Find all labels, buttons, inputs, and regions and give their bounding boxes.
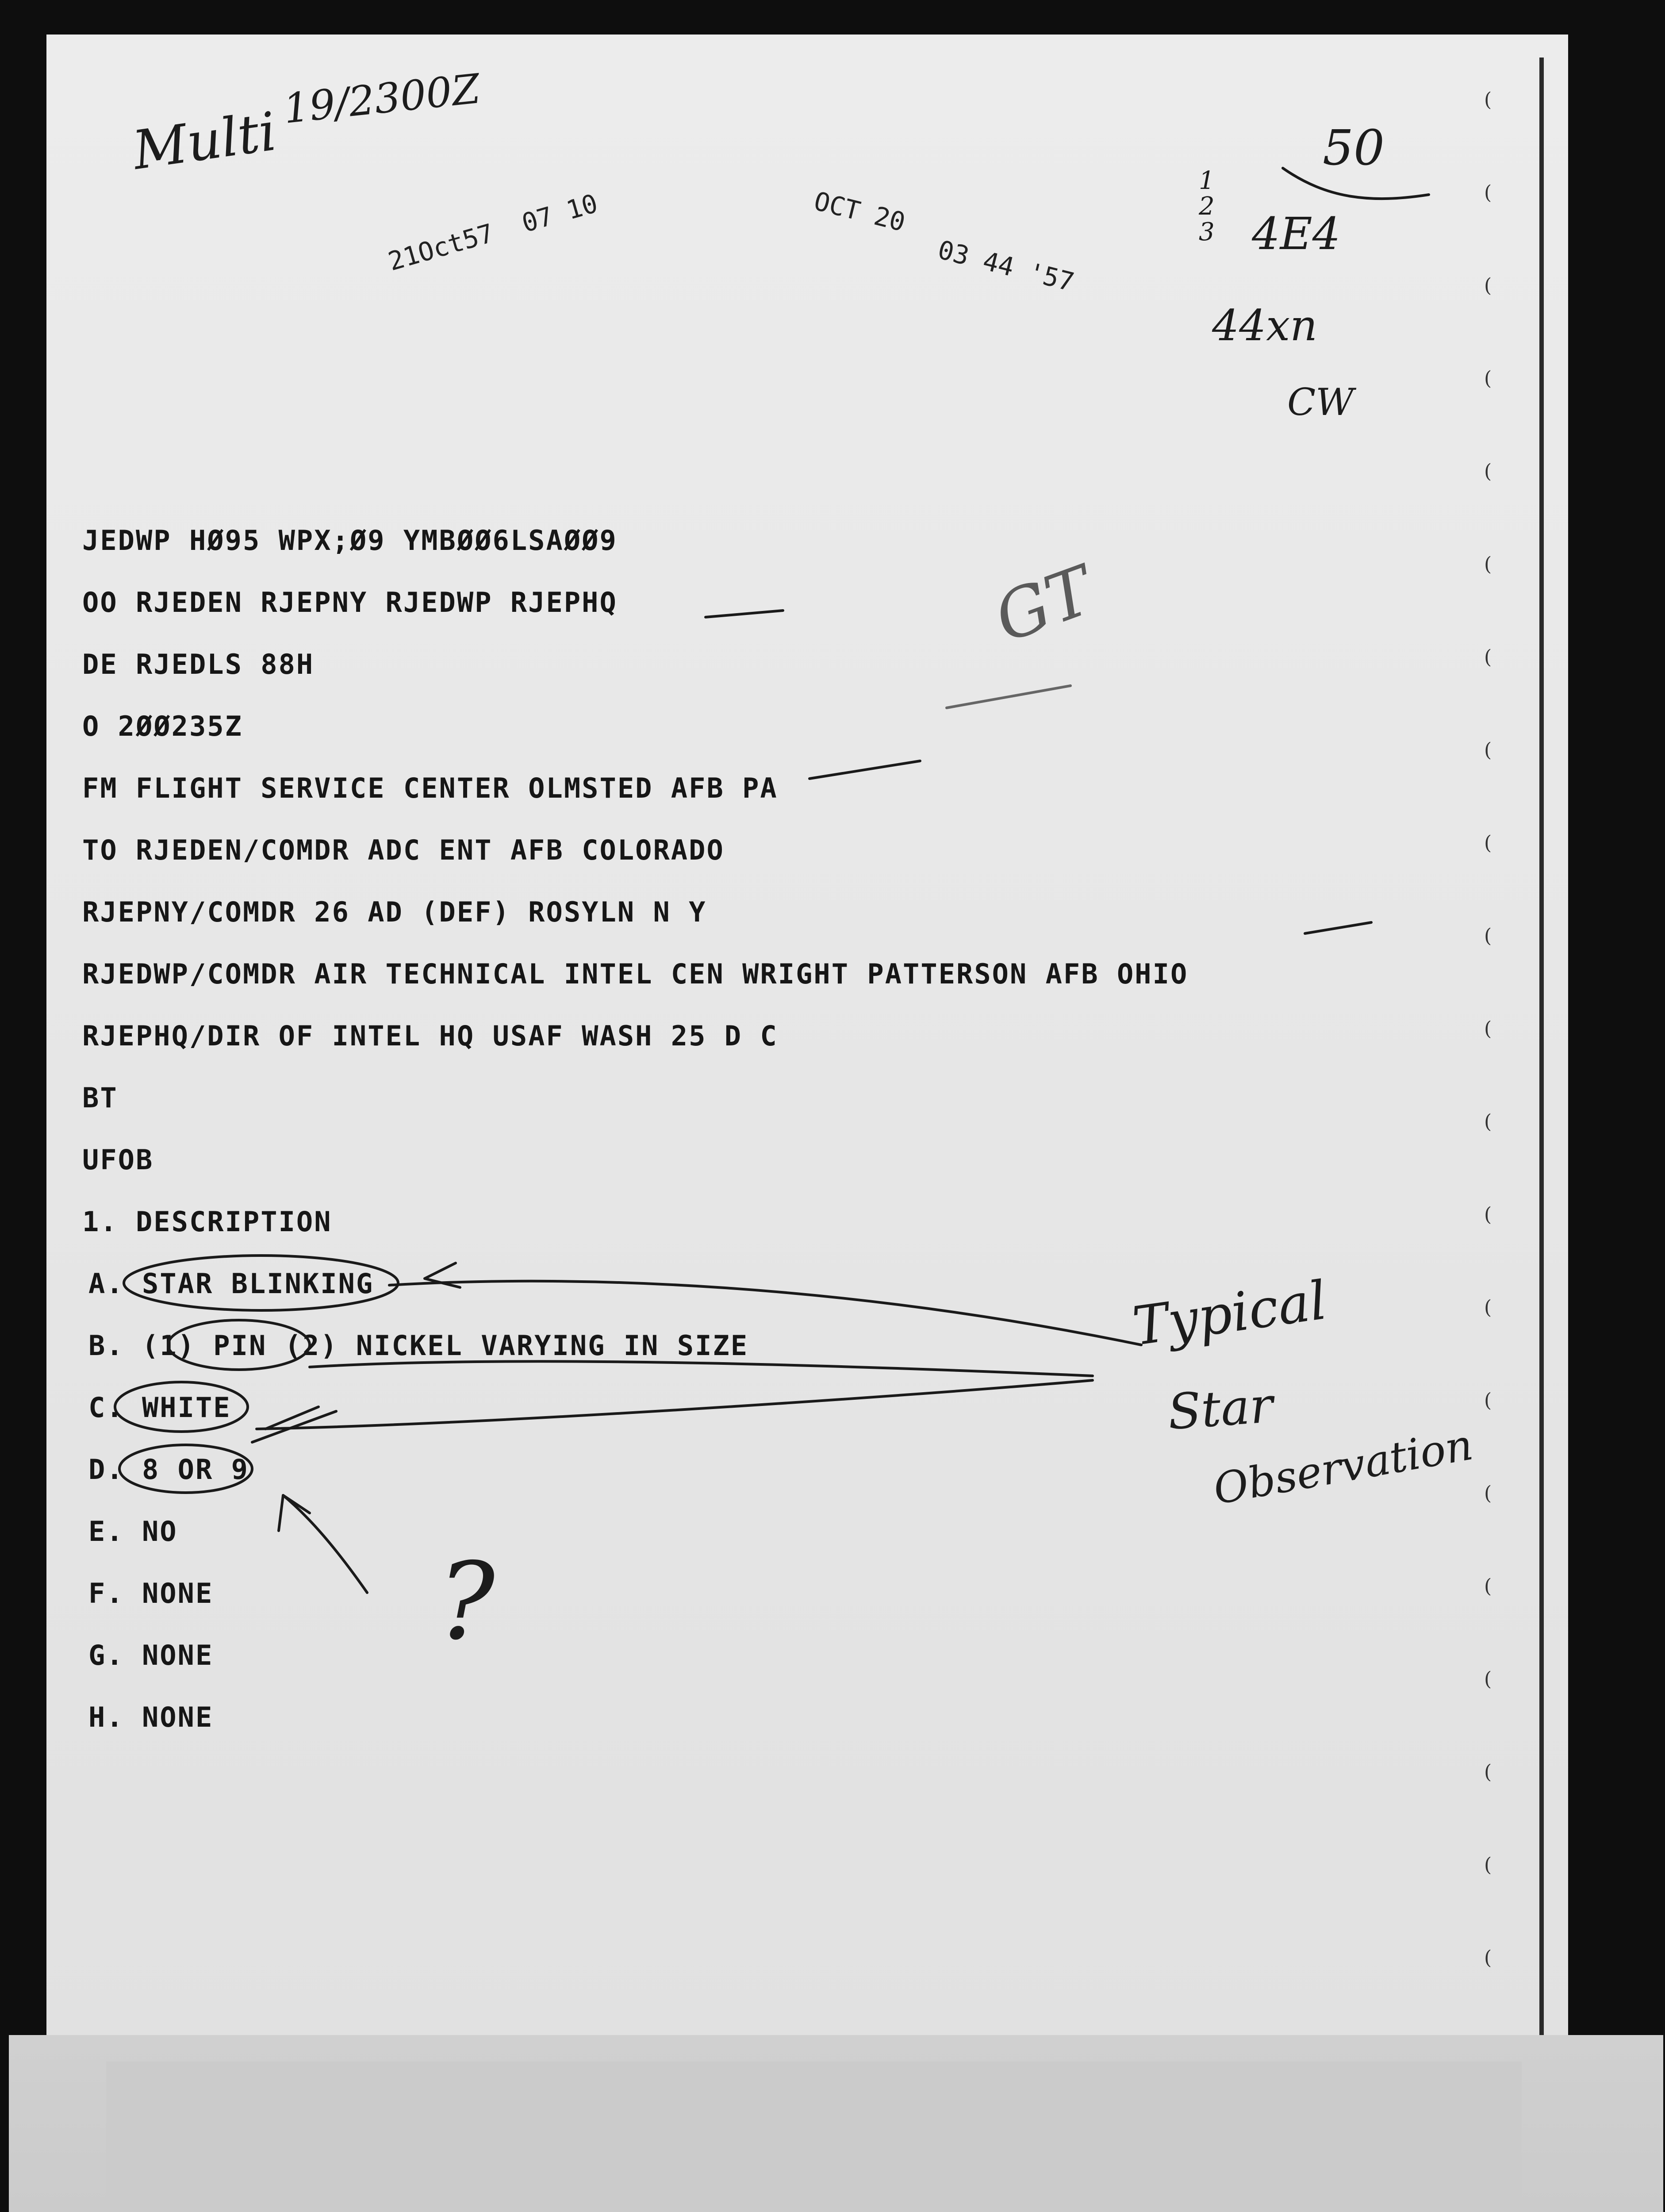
item-e: E. NO xyxy=(88,1515,178,1548)
arrowhead-d xyxy=(279,1495,310,1531)
feed-mark: ( xyxy=(1484,460,1492,483)
item-d: D. 8 OR 9 xyxy=(88,1453,249,1486)
routing-line: JEDWP HØ95 WPX;Ø9 YMBØØ6LSAØØ9 xyxy=(82,524,618,557)
handwritten-note-star: Star xyxy=(1166,1376,1275,1441)
feed-mark: ( xyxy=(1484,1668,1492,1690)
underline-number xyxy=(1283,168,1429,199)
arrow-line-d xyxy=(283,1495,367,1593)
feed-mark: ( xyxy=(1484,1761,1492,1783)
arrow-line-c xyxy=(257,1380,1093,1429)
feed-mark: ( xyxy=(1484,181,1492,204)
handwritten-note-observation: Observation xyxy=(1209,1420,1477,1514)
circle-white xyxy=(115,1382,248,1432)
item-h: H. NONE xyxy=(88,1701,214,1733)
feed-mark: ( xyxy=(1484,1854,1492,1876)
addressee-line: RJEDWP/COMDR AIR TECHNICAL INTEL CEN WRIGHT PATTERSON AFB OHIO xyxy=(82,958,1189,990)
break-line: BT xyxy=(82,1082,118,1114)
feed-mark: ( xyxy=(1484,646,1492,668)
feed-mark: ( xyxy=(1484,274,1492,297)
feed-mark: ( xyxy=(1484,553,1492,576)
circle-pin xyxy=(168,1320,310,1370)
feed-mark: ( xyxy=(1484,1947,1492,1969)
handwritten-note-typical: Typical xyxy=(1129,1270,1331,1358)
from-line: FM FLIGHT SERVICE CENTER OLMSTED AFB PA xyxy=(82,772,778,804)
handwritten-question-mark: ? xyxy=(438,1540,495,1663)
feed-mark: ( xyxy=(1484,1482,1492,1505)
feed-mark: ( xyxy=(1484,832,1492,854)
feed-mark: ( xyxy=(1484,1203,1492,1226)
handwritten-multi: Multi xyxy=(129,101,280,182)
arrow-line-b xyxy=(310,1361,1093,1376)
handwritten-code: 4E4 xyxy=(1252,208,1341,260)
arrowhead-c xyxy=(252,1407,336,1442)
feed-mark: ( xyxy=(1484,1575,1492,1598)
feed-mark: ( xyxy=(1484,925,1492,947)
to-line: TO RJEDEN/COMDR ADC ENT AFB COLORADO xyxy=(82,834,725,866)
feed-mark: ( xyxy=(1484,88,1492,111)
item-c: C. WHITE xyxy=(88,1391,231,1424)
dash-mark xyxy=(1305,922,1371,933)
feed-mark: ( xyxy=(1484,1389,1492,1412)
addressee-line: RJEPNY/COMDR 26 AD (DEF) ROSYLN N Y xyxy=(82,896,707,928)
feed-mark: ( xyxy=(1484,1018,1492,1040)
addressee-line: RJEPHQ/DIR OF INTEL HQ USAF WASH 25 D C xyxy=(82,1020,778,1052)
pencil-stroke xyxy=(947,686,1070,708)
dash-mark xyxy=(809,761,920,779)
feed-mark: ( xyxy=(1484,1110,1492,1133)
handwritten-time-code: 19/2300Z xyxy=(281,65,483,133)
handwritten-initials: CW xyxy=(1287,380,1354,424)
item-f: F. NONE xyxy=(88,1577,214,1609)
handwritten-bracket-numbers: 1 2 3 xyxy=(1199,166,1215,246)
handwritten-number: 50 xyxy=(1323,119,1385,176)
origin-line: DE RJEDLS 88H xyxy=(82,648,315,680)
handwritten-code-2: 44xn xyxy=(1212,301,1318,350)
dash-mark xyxy=(706,611,783,617)
transmit-date-stamp: OCT 20 xyxy=(811,186,909,238)
dtg-line: O 2ØØ235Z xyxy=(82,710,243,742)
feed-mark: ( xyxy=(1484,739,1492,761)
precedence-line: OO RJEDEN RJEPNY RJEDWP RJEPHQ xyxy=(82,586,618,618)
circle-star-blinking xyxy=(124,1256,398,1310)
feed-mark: ( xyxy=(1484,367,1492,390)
circle-8-or-9 xyxy=(119,1445,252,1493)
section-heading: 1. DESCRIPTION xyxy=(82,1206,332,1238)
arrow-line-a xyxy=(389,1281,1141,1345)
item-b: B. (1) PIN (2) NICKEL VARYING IN SIZE xyxy=(88,1329,749,1362)
item-a: A. STAR BLINKING xyxy=(88,1267,374,1300)
subject-line: UFOB xyxy=(82,1144,154,1176)
feed-mark: ( xyxy=(1484,1296,1492,1319)
item-g: G. NONE xyxy=(88,1639,214,1671)
handwritten-middle-mark: GT xyxy=(985,552,1103,658)
received-stamp: 21Oct57 07 10 xyxy=(385,188,601,277)
transmit-time-stamp: 03 44 '57 xyxy=(935,234,1077,298)
